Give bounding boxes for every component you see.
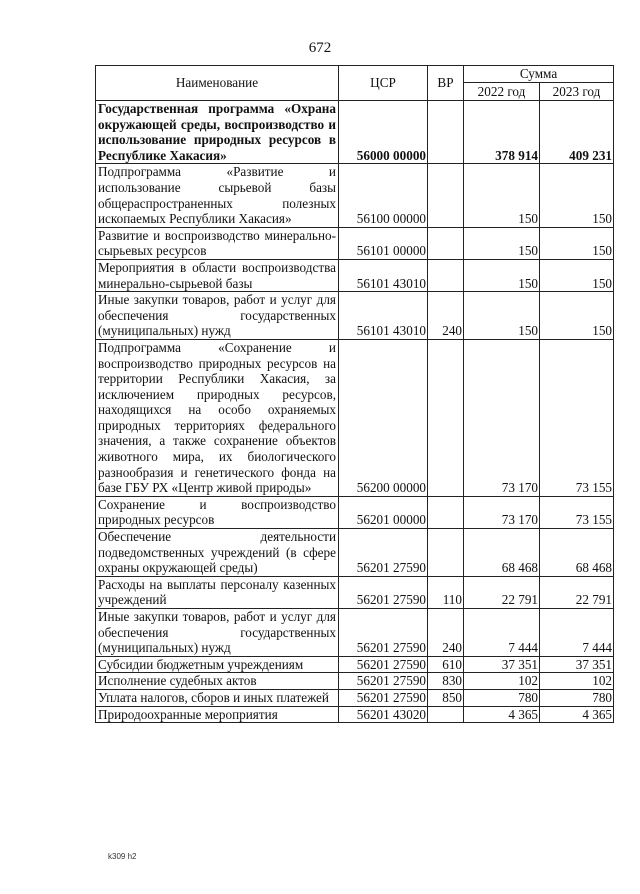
table-row — [96, 339, 614, 496]
row-amount-2022: 150 — [464, 259, 540, 291]
row-name: Мероприятия в области воспроизводства минерально-сырьевой базы — [96, 259, 339, 291]
row-csr: 56100 00000 — [339, 164, 428, 227]
row-amount-2023: 4 365 — [540, 706, 614, 723]
row-name: Расходы на выплаты персоналу казенных учреждений — [96, 576, 339, 608]
row-name: Иные закупки товаров, работ и услуг для обеспечения государственных (муниципальных) нужд — [96, 292, 339, 340]
footer-code: k309 h2 — [108, 852, 137, 861]
row-csr: 56201 27590 — [339, 529, 428, 577]
row-name: Развитие и воспроизводство минерально-сырьевых ресурсов — [96, 227, 339, 259]
row-amount-2023: 150 — [540, 292, 614, 340]
row-csr: 56201 27590 — [339, 609, 428, 657]
header-vr: ВР — [428, 66, 464, 101]
row-amount-2022: 150 — [464, 164, 540, 227]
row-vr — [428, 259, 464, 291]
row-name: Природоохранные мероприятия — [96, 706, 339, 723]
table-body — [96, 101, 614, 723]
table-row — [96, 576, 614, 608]
table-row — [96, 292, 614, 340]
row-csr: 56201 43020 — [339, 706, 428, 723]
header-year-2023: 2023 год — [540, 83, 614, 101]
table-row — [96, 101, 614, 164]
budget-table — [95, 65, 614, 723]
row-vr: 830 — [428, 673, 464, 690]
row-csr: 56101 00000 — [339, 227, 428, 259]
row-amount-2023: 73 155 — [540, 339, 614, 496]
row-name: Обеспечение деятельности подведомственных учреждений (в сфере охраны окружающей среды) — [96, 529, 339, 577]
row-vr: 240 — [428, 609, 464, 657]
row-amount-2023: 150 — [540, 227, 614, 259]
row-amount-2022: 7 444 — [464, 609, 540, 657]
row-csr: 56201 00000 — [339, 496, 428, 528]
row-amount-2022: 150 — [464, 292, 540, 340]
row-amount-2022: 73 170 — [464, 339, 540, 496]
row-amount-2022: 4 365 — [464, 706, 540, 723]
header-year-2022: 2022 год — [464, 83, 540, 101]
row-vr — [428, 227, 464, 259]
row-amount-2022: 378 914 — [464, 101, 540, 164]
row-csr: 56201 27590 — [339, 576, 428, 608]
row-amount-2023: 409 231 — [540, 101, 614, 164]
row-csr: 56201 27590 — [339, 673, 428, 690]
row-csr: 56201 27590 — [339, 656, 428, 673]
row-amount-2023: 150 — [540, 164, 614, 227]
table-row — [96, 609, 614, 657]
row-vr: 110 — [428, 576, 464, 608]
page-number: 672 — [308, 40, 332, 56]
table-row — [96, 529, 614, 577]
row-amount-2022: 73 170 — [464, 496, 540, 528]
row-amount-2023: 37 351 — [540, 656, 614, 673]
row-csr: 56201 27590 — [339, 689, 428, 706]
row-amount-2023: 22 791 — [540, 576, 614, 608]
header-name: Наименование — [96, 66, 339, 101]
row-amount-2023: 780 — [540, 689, 614, 706]
row-vr: 240 — [428, 292, 464, 340]
row-vr — [428, 101, 464, 164]
table-row — [96, 259, 614, 291]
row-amount-2022: 780 — [464, 689, 540, 706]
row-csr: 56101 43010 — [339, 259, 428, 291]
row-name: Иные закупки товаров, работ и услуг для обеспечения государственных (муниципальных) нужд — [96, 609, 339, 657]
table-row — [96, 164, 614, 227]
row-name: Уплата налогов, сборов и иных платежей — [96, 689, 339, 706]
row-amount-2022: 22 791 — [464, 576, 540, 608]
row-csr: 56200 00000 — [339, 339, 428, 496]
row-amount-2022: 102 — [464, 673, 540, 690]
row-amount-2022: 68 468 — [464, 529, 540, 577]
row-csr: 56000 00000 — [339, 101, 428, 164]
row-vr — [428, 339, 464, 496]
row-name: Сохранение и воспроизводство природных ресурсов — [96, 496, 339, 528]
row-name: Государственная программа «Охрана окружающей среды, воспроизводство и использование природных ресурсов в Республике Хакасия» — [96, 101, 339, 164]
header-csr: ЦСР — [339, 66, 428, 101]
row-name: Исполнение судебных актов — [96, 673, 339, 690]
table-row — [96, 496, 614, 528]
row-amount-2023: 102 — [540, 673, 614, 690]
row-csr: 56101 43010 — [339, 292, 428, 340]
row-amount-2023: 68 468 — [540, 529, 614, 577]
row-name: Подпрограмма «Сохранение и воспроизводство природных ресурсов на территории Республики Хакасия, за исключением природных ресурсов, находящихся на особо охраняемых природных территориях федерального значения, а также сохранение объектов животного мира, их биологического разнообразия и генетического фонда на базе ГБУ РХ «Центр живой природы» — [96, 339, 339, 496]
row-amount-2022: 150 — [464, 227, 540, 259]
row-vr — [428, 706, 464, 723]
row-name: Субсидии бюджетным учреждениям — [96, 656, 339, 673]
row-vr — [428, 496, 464, 528]
header-sum: Сумма — [464, 66, 614, 83]
row-vr: 850 — [428, 689, 464, 706]
table-row — [96, 227, 614, 259]
row-amount-2023: 7 444 — [540, 609, 614, 657]
row-vr: 610 — [428, 656, 464, 673]
table-row — [96, 656, 614, 673]
row-vr — [428, 164, 464, 227]
row-amount-2023: 73 155 — [540, 496, 614, 528]
row-vr — [428, 529, 464, 577]
row-amount-2022: 37 351 — [464, 656, 540, 673]
table-row — [96, 689, 614, 706]
row-amount-2023: 150 — [540, 259, 614, 291]
row-name: Подпрограмма «Развитие и использование сырьевой базы общераспространенных полезных ископаемых Республики Хакасия» — [96, 164, 339, 227]
table-row — [96, 706, 614, 723]
table-row — [96, 673, 614, 690]
